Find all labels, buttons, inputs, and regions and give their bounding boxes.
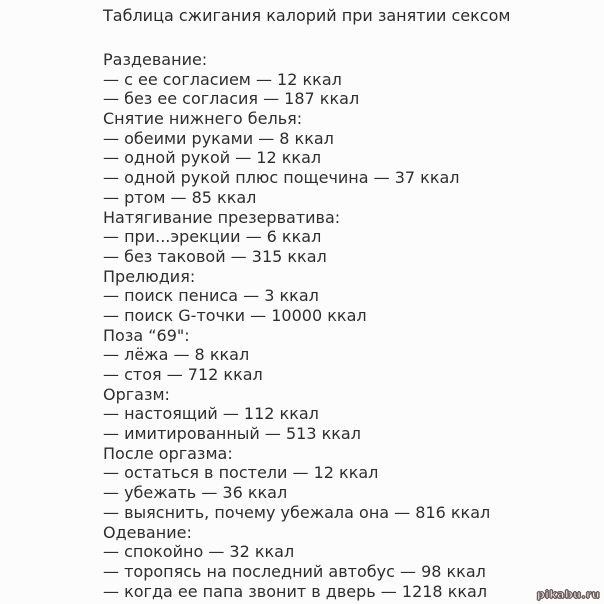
- table-row: — настоящий — 112 ккал: [103, 404, 319, 424]
- section-header: Поза “69":: [103, 325, 190, 345]
- section-header: Снятие нижнего белья:: [103, 109, 303, 129]
- section-header: Оргазм:: [103, 384, 170, 404]
- table-row: — без ее согласия — 187 ккал: [103, 89, 360, 109]
- table-row: — остаться в постели — 12 ккал: [103, 463, 379, 483]
- table-row: — имитированный — 513 ккал: [103, 424, 361, 444]
- table-row: — лёжа — 8 ккал: [103, 345, 250, 365]
- section-header: Прелюдия:: [103, 266, 196, 286]
- table-row: — поиск пениса — 3 ккал: [103, 286, 319, 306]
- table-row: — выяснить, почему убежала она — 816 ккал: [103, 502, 491, 522]
- table-row: — поиск G-точки — 10000 ккал: [103, 305, 367, 325]
- section-header: Одевание:: [103, 522, 192, 542]
- table-row: — убежать — 36 ккал: [103, 483, 288, 503]
- table-row: — обеими руками — 8 ккал: [103, 128, 334, 148]
- calorie-list: [103, 50, 594, 601]
- table-row: — одной рукой — 12 ккал: [103, 148, 322, 168]
- table-row: — одной рукой плюс пощечина — 37 ккал: [103, 168, 460, 188]
- table-row: — спокойно — 32 ккал: [103, 542, 295, 562]
- page-title: Таблица сжигания калорий при занятии сексом: [103, 6, 511, 25]
- table-row: — без таковой — 315 ккал: [103, 246, 327, 266]
- section-header: После оргазма:: [103, 443, 233, 463]
- table-row: — при...эрекции — 6 ккал: [103, 227, 322, 247]
- section-header: Раздевание:: [103, 50, 208, 69]
- table-row: — торопясь на последний автобус — 98 ккал: [103, 561, 486, 581]
- watermark: pikabu.ru: [536, 588, 600, 601]
- section-header: Натягивание презерватива:: [103, 207, 341, 227]
- table-row: — когда ее папа звонит в дверь — 1218 ккал: [103, 581, 488, 601]
- table-row: — ртом — 85 ккал: [103, 187, 257, 207]
- table-row: — стоя — 712 ккал: [103, 365, 263, 384]
- table-row: — с ее согласием — 12 ккал: [103, 69, 342, 89]
